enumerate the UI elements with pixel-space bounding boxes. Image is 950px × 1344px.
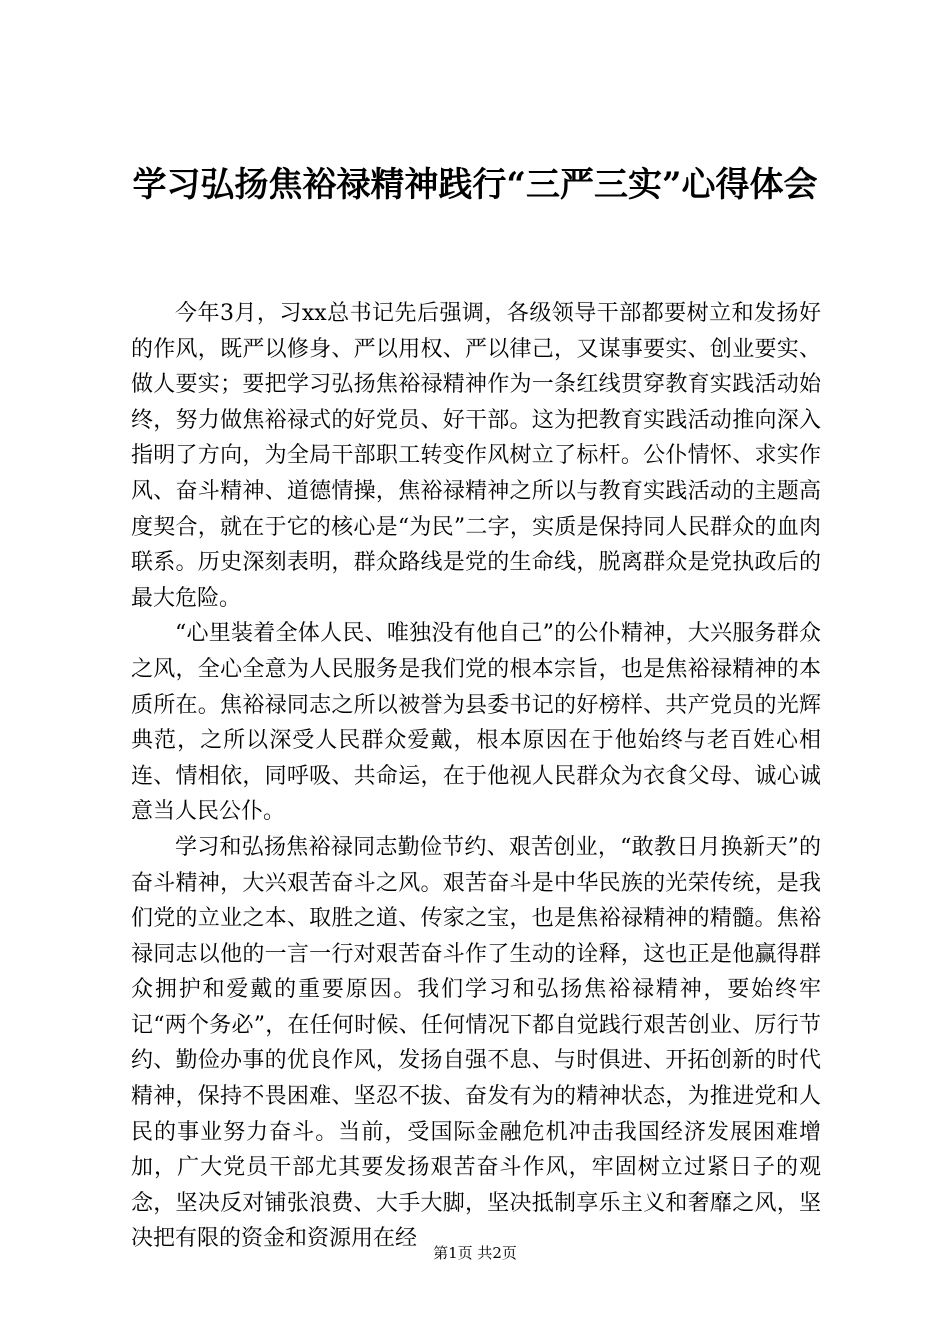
document-title: 学习弘扬焦裕禄精神践行“三严三实”心得体会: [132, 165, 818, 205]
page-footer: 第1页 共2页: [433, 1244, 517, 1262]
paragraph-1: 今年3月，习xx总书记先后强调，各级领导干部都要树立和发扬好的作风，既严以修身、严以用权、严以律己，又谋事要实、创业要实、做人要实；要把学习弘扬焦裕禄精神作为一条红线贯穿教育实践活动始终，努力做焦裕禄式的好党员、好干部。这为把教育实践活动推向深入指明了方向，为全局干部职工转变作风树立了标杆。公仆情怀、求实作风、奋斗精神、道德情操，焦裕禄精神之所以与教育实践活动的主题高度契合，就在于它的核心是“为民”二字，实质是保持同人民群众的血肉联系。历史深刻表明，群众路线是党的生命线，脱离群众是党执政后的最大危险。: [131, 301, 821, 611]
document-body: [131, 296, 821, 1257]
paragraph-3: 学习和弘扬焦裕禄同志勤俭节约、艰苦创业，“敢教日月换新天”的奋斗精神，大兴艰苦奋斗之风。艰苦奋斗是中华民族的光荣传统，是我们党的立业之本、取胜之道、传家之宝，也是焦裕禄精神的精髓。焦裕禄同志以他的一言一行对艰苦奋斗作了生动的诠释，这也正是他赢得群众拥护和爱戴的重要原因。我们学习和弘扬焦裕禄精神，要始终牢记“两个务必”，在任何时候、任何情况下都自觉践行艰苦创业、厉行节约、勤俭办事的优良作风，发扬自强不息、与时俱进、开拓创新的时代精神，保持不畏困难、坚忍不拔、奋发有为的精神状态，为推进党和人民的事业努力奋斗。当前，受国际金融危机冲击我国经济发展困难增加，广大党员干部尤其要发扬艰苦奋斗作风，牢固树立过紧日子的观念，坚决反对铺张浪费、大手大脚，坚决抵制享乐主义和奢靡之风，坚决把有限的资金和资源用在经: [131, 834, 821, 1252]
paragraph-2: “心里装着全体人民、唯独没有他自己”的公仆精神，大兴服务群众之风，全心全意为人民服务是我们党的根本宗旨，也是焦裕禄精神的本质所在。焦裕禄同志之所以被誉为县委书记的好榜样、共产党员的光辉典范，之所以深受人民群众爱戴，根本原因在于他始终与老百姓心相连、情相依，同呼吸、共命运，在于他视人民群众为衣食父母、诚心诚意当人民公仆。: [131, 621, 821, 825]
